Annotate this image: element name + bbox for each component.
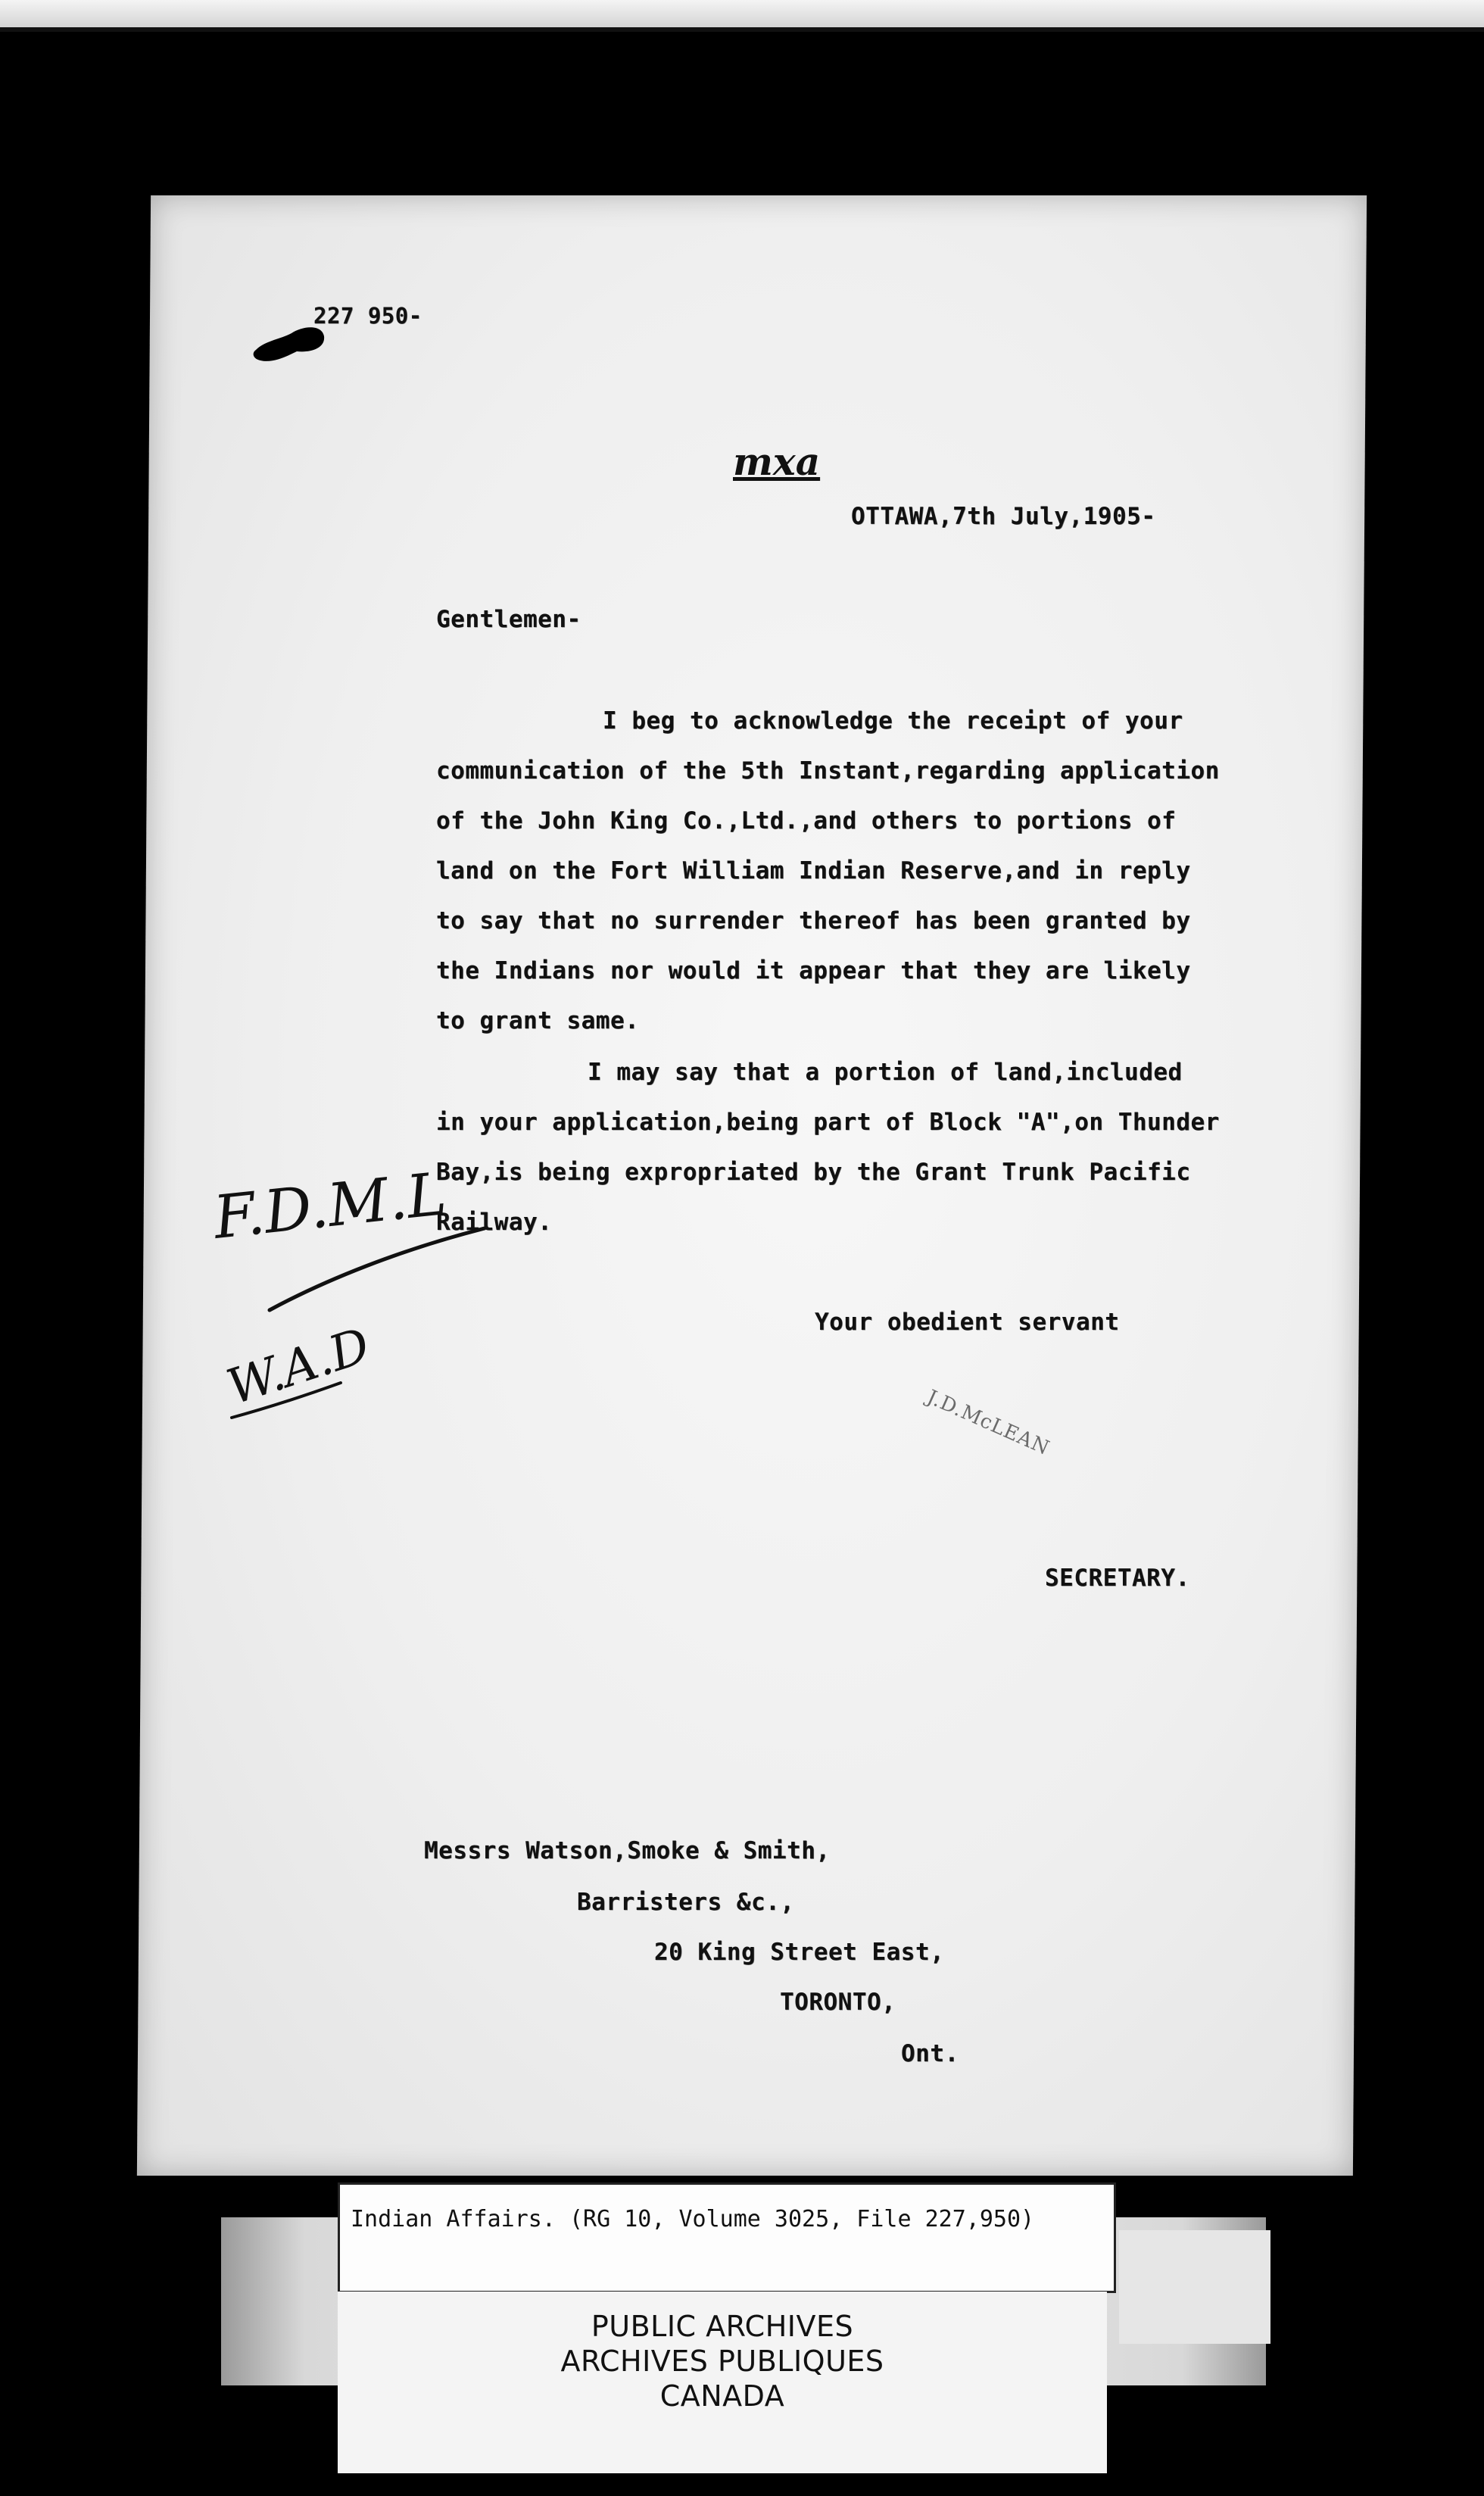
place-date: OTTAWA,7th July,1905- bbox=[851, 503, 1156, 530]
body-line: communication of the 5th Instant,regarding application bbox=[436, 757, 1220, 785]
address-line: 20 King Street East, bbox=[654, 1939, 945, 1966]
body-line: in your application,being part of Block "A",on Thunder bbox=[436, 1109, 1220, 1136]
address-line: Barristers &c., bbox=[577, 1889, 795, 1916]
signature-stamp: J.D.McLEAN bbox=[923, 1386, 1053, 1461]
archive-line: ARCHIVES PUBLIQUES bbox=[560, 2345, 884, 2378]
file-number: 227 950- bbox=[313, 303, 422, 329]
body-line: to say that no surrender thereof has been granted by bbox=[436, 907, 1191, 934]
archive-line: PUBLIC ARCHIVES bbox=[591, 2310, 854, 2343]
body-line: the Indians nor would it appear that they are likely bbox=[436, 957, 1191, 984]
closing: Your obedient servant bbox=[815, 1309, 1120, 1336]
initials-underline bbox=[227, 1378, 348, 1424]
initials-underline bbox=[265, 1212, 492, 1318]
body-line: I beg to acknowledge the receipt of your bbox=[603, 707, 1183, 735]
body-line: of the John King Co.,Ltd.,and others to portions of bbox=[436, 807, 1177, 835]
reference-label bbox=[338, 2182, 1116, 2293]
body-line: Railway. bbox=[436, 1209, 553, 1236]
handwritten-mark: mxa bbox=[733, 439, 821, 484]
address-line: Messrs Watson,Smoke & Smith, bbox=[424, 1837, 831, 1864]
reference-label-text: Indian Affairs. (RG 10, Volume 3025, File 227,950) bbox=[351, 2206, 1035, 2232]
signature-title: SECRETARY. bbox=[1045, 1565, 1190, 1592]
body-line: land on the Fort William Indian Reserve,and in reply bbox=[436, 857, 1191, 885]
archive-line: CANADA bbox=[659, 2379, 785, 2413]
archive-card bbox=[338, 2292, 1107, 2473]
address-line: TORONTO, bbox=[780, 1989, 896, 2016]
margin-initials: F.D.M.L bbox=[210, 1160, 450, 1253]
archive-holder-edge bbox=[1119, 2230, 1270, 2344]
body-line: to grant same. bbox=[436, 1007, 640, 1034]
film-frame-top bbox=[0, 0, 1484, 32]
body-line: I may say that a portion of land,included bbox=[588, 1059, 1183, 1086]
body-line: Bay,is being expropriated by the Grant Trunk Pacific bbox=[436, 1159, 1191, 1186]
margin-initials: W.A.D bbox=[220, 1318, 377, 1416]
salutation: Gentlemen- bbox=[436, 606, 581, 633]
address-line: Ont. bbox=[901, 2040, 959, 2067]
